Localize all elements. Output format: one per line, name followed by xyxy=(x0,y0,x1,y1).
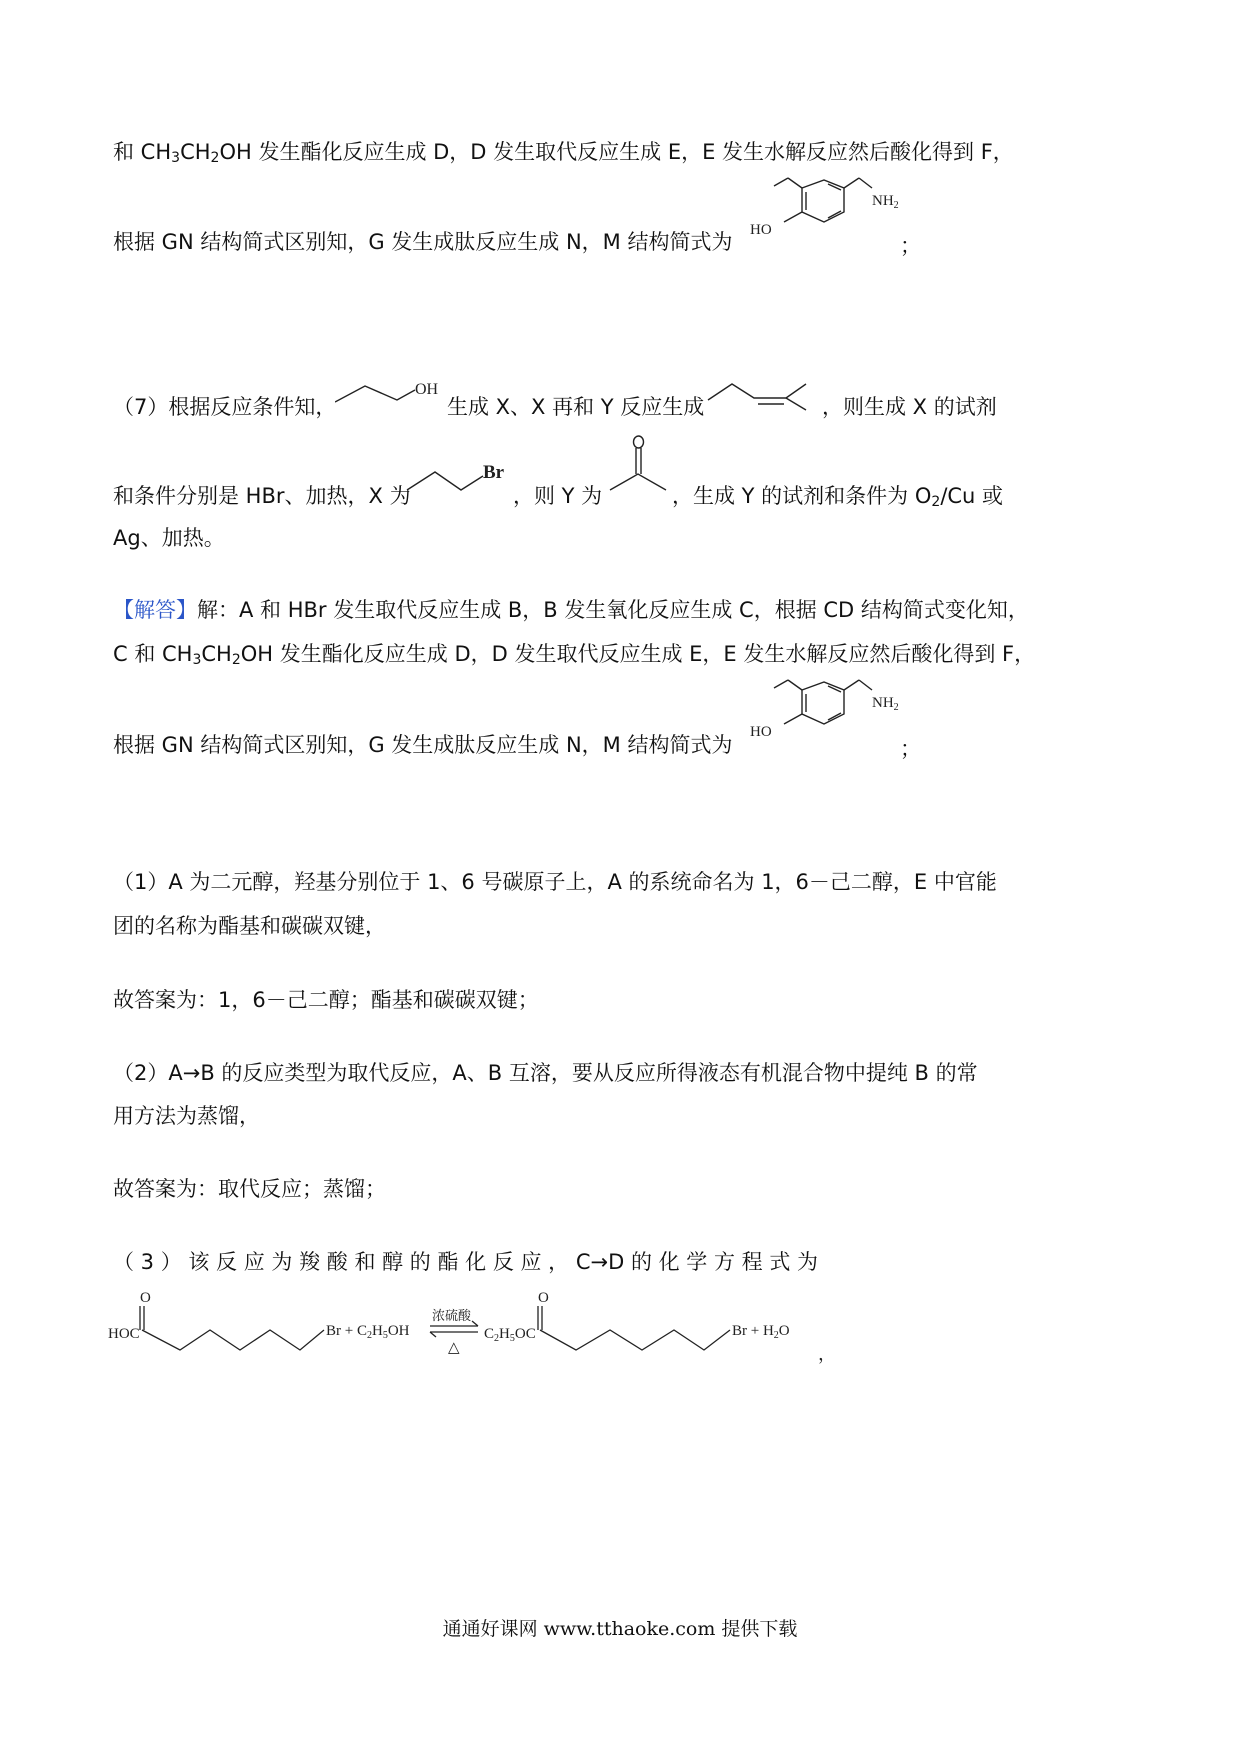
carbonyl-o: O xyxy=(140,1290,151,1306)
molecule-m-structure xyxy=(744,672,904,752)
carbonyl-o: O xyxy=(538,1290,549,1306)
esterification-equation xyxy=(100,1280,840,1390)
text-line: （ 3 ） 该 反 应 为 羧 酸 和 醇 的 酯 化 反 应 ， C→D 的 化 学 方 程 式 为 xyxy=(113,1250,818,1274)
footer-text: 通通好课网 www.tthaoke.com 提供下载 xyxy=(442,1618,798,1640)
semicolon: ； xyxy=(900,234,921,258)
nh2-label: $NH_2$ xyxy=(872,193,899,211)
text-line: 故答案为：取代反应；蒸馏； xyxy=(113,1177,386,1201)
text-line: ，则 Y 为 xyxy=(513,484,603,508)
text-line: （1）A 为二元醇，羟基分别位于 1、6 号碳原子上，A 的系统命名为 1，6－己二醇，E 中官能 xyxy=(113,870,997,894)
oh-label: OH xyxy=(415,381,439,398)
text-line: 故答案为：1，6－己二醇；酯基和碳碳双键； xyxy=(113,988,539,1012)
nh2-label: $NH_2$ xyxy=(872,695,899,713)
ester-label: $C_2H_5OC$ xyxy=(484,1326,536,1344)
br-label: Br xyxy=(483,462,505,483)
heat-label: △ xyxy=(448,1340,460,1356)
ho-label: HO xyxy=(750,724,772,740)
text-line: ，则生成 X 的试剂 xyxy=(822,395,997,419)
molecule-m-structure xyxy=(744,170,904,250)
bromopropane-structure xyxy=(405,458,515,502)
propanol-structure xyxy=(335,372,447,414)
equation-comma: ， xyxy=(818,1344,836,1364)
text-line: 生成 X、X 再和 Y 反应生成 xyxy=(447,395,705,419)
semicolon: ； xyxy=(900,737,921,761)
text-line: 团的名称为酯基和碳碳双键， xyxy=(113,914,386,938)
answer-bracket-label: 【解答】 xyxy=(113,598,197,622)
text-line: ，生成 Y 的试剂和条件为 $O_2/Cu$ 或 xyxy=(672,484,1004,510)
text-line: 根据 GN 结构简式区别知，G 发生成肽反应生成 N，M 结构简式为 xyxy=(113,230,733,254)
text-line: （7）根据反应条件知， xyxy=(113,395,337,419)
answer-line: 【解答】解：A 和 HBr 发生取代反应生成 B，B 发生氧化反应生成 C，根据 CD 结构简式变化知， xyxy=(113,598,1029,622)
text-line: 和 $CH_3CH_2OH$ 发生酯化反应生成 D，D 发生取代反应生成 E，E 发生水解反应然后酸化得到 F， xyxy=(113,140,1014,166)
methylpentene-structure xyxy=(706,370,824,412)
text-line: 用方法为蒸馏， xyxy=(113,1104,260,1128)
text-line: （2）A→B 的反应类型为取代反应，A、B 互溶，要从反应所得液态有机混合物中提纯 B 的常 xyxy=(113,1061,978,1085)
catalyst-label: 浓硫酸 xyxy=(432,1308,472,1323)
acetone-structure xyxy=(608,434,670,498)
text-line: C 和 $CH_3CH_2OH$ 发生酯化反应生成 D，D 发生取代反应生成 E，E 发生水解反应然后酸化得到 F， xyxy=(113,642,1036,668)
text-line: Ag、加热。 xyxy=(113,526,225,550)
product-label: $Br + H_2O$ xyxy=(732,1323,790,1341)
hoc-label: HOC xyxy=(108,1326,140,1342)
reactant-label: $Br + C_2H_5OH$ xyxy=(326,1323,410,1341)
text-line: 根据 GN 结构简式区别知，G 发生成肽反应生成 N，M 结构简式为 xyxy=(113,733,733,757)
ho-label: HO xyxy=(750,222,772,238)
text-line: 和条件分别是 HBr、加热，X 为 xyxy=(113,484,411,508)
